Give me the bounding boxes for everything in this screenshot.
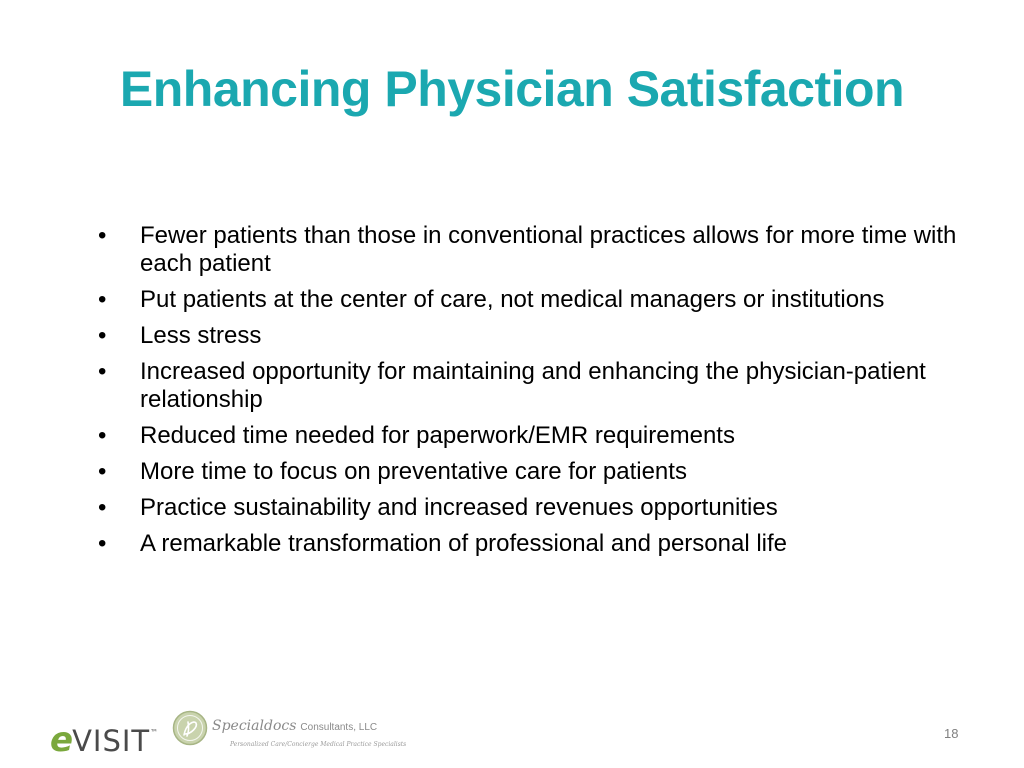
bullet-glyph: • xyxy=(98,458,107,485)
bullet-glyph: • xyxy=(98,422,107,449)
bullet-text: Fewer patients than those in conventional practices allows for more time with each patient xyxy=(140,222,957,277)
specialdocs-name xyxy=(212,718,377,734)
bullet-item xyxy=(98,494,978,522)
slide-footer xyxy=(0,700,1024,768)
bullet-text: Practice sustainability and increased revenues opportunities xyxy=(140,494,778,521)
specialdocs-wordmark: Specialdocs xyxy=(212,718,297,734)
specialdocs-tagline: Personalized Care/Concierge Medical Practice Specialists xyxy=(230,741,407,748)
specialdocs-consultants: Consultants, LLC xyxy=(300,722,378,733)
bullet-list xyxy=(98,222,978,566)
bullet-text: More time to focus on preventative care for patients xyxy=(140,458,687,485)
bullet-text: Increased opportunity for maintaining and enhancing the physician-patient relationship xyxy=(140,358,926,413)
bullet-item xyxy=(98,322,978,350)
bullet-item xyxy=(98,458,978,486)
bullet-item xyxy=(98,422,978,450)
bullet-item xyxy=(98,222,978,278)
bullet-glyph: • xyxy=(98,494,107,521)
evisit-logo xyxy=(50,720,158,760)
page-number: 18 xyxy=(944,726,959,741)
bullet-glyph: • xyxy=(98,358,107,385)
bullet-glyph: • xyxy=(98,322,107,349)
specialdocs-seal-icon xyxy=(172,710,208,746)
bullet-glyph: • xyxy=(98,222,107,249)
bullet-glyph: • xyxy=(98,530,107,557)
bullet-item xyxy=(98,530,978,558)
evisit-logo-e: e xyxy=(50,720,73,760)
bullet-text: Reduced time needed for paperwork/EMR requirements xyxy=(140,422,735,449)
evisit-logo-text: VISIT xyxy=(72,724,151,758)
specialdocs-logo xyxy=(172,708,407,758)
slide-title: Enhancing Physician Satisfaction xyxy=(119,61,905,117)
evisit-trademark: ™ xyxy=(150,728,159,737)
bullet-glyph: • xyxy=(98,286,107,313)
bullet-item xyxy=(98,358,978,414)
bullet-item xyxy=(98,286,978,314)
bullet-text: Less stress xyxy=(140,322,262,349)
bullet-text: Put patients at the center of care, not medical managers or institutions xyxy=(140,286,885,313)
bullet-text: A remarkable transformation of professional and personal life xyxy=(140,530,788,557)
